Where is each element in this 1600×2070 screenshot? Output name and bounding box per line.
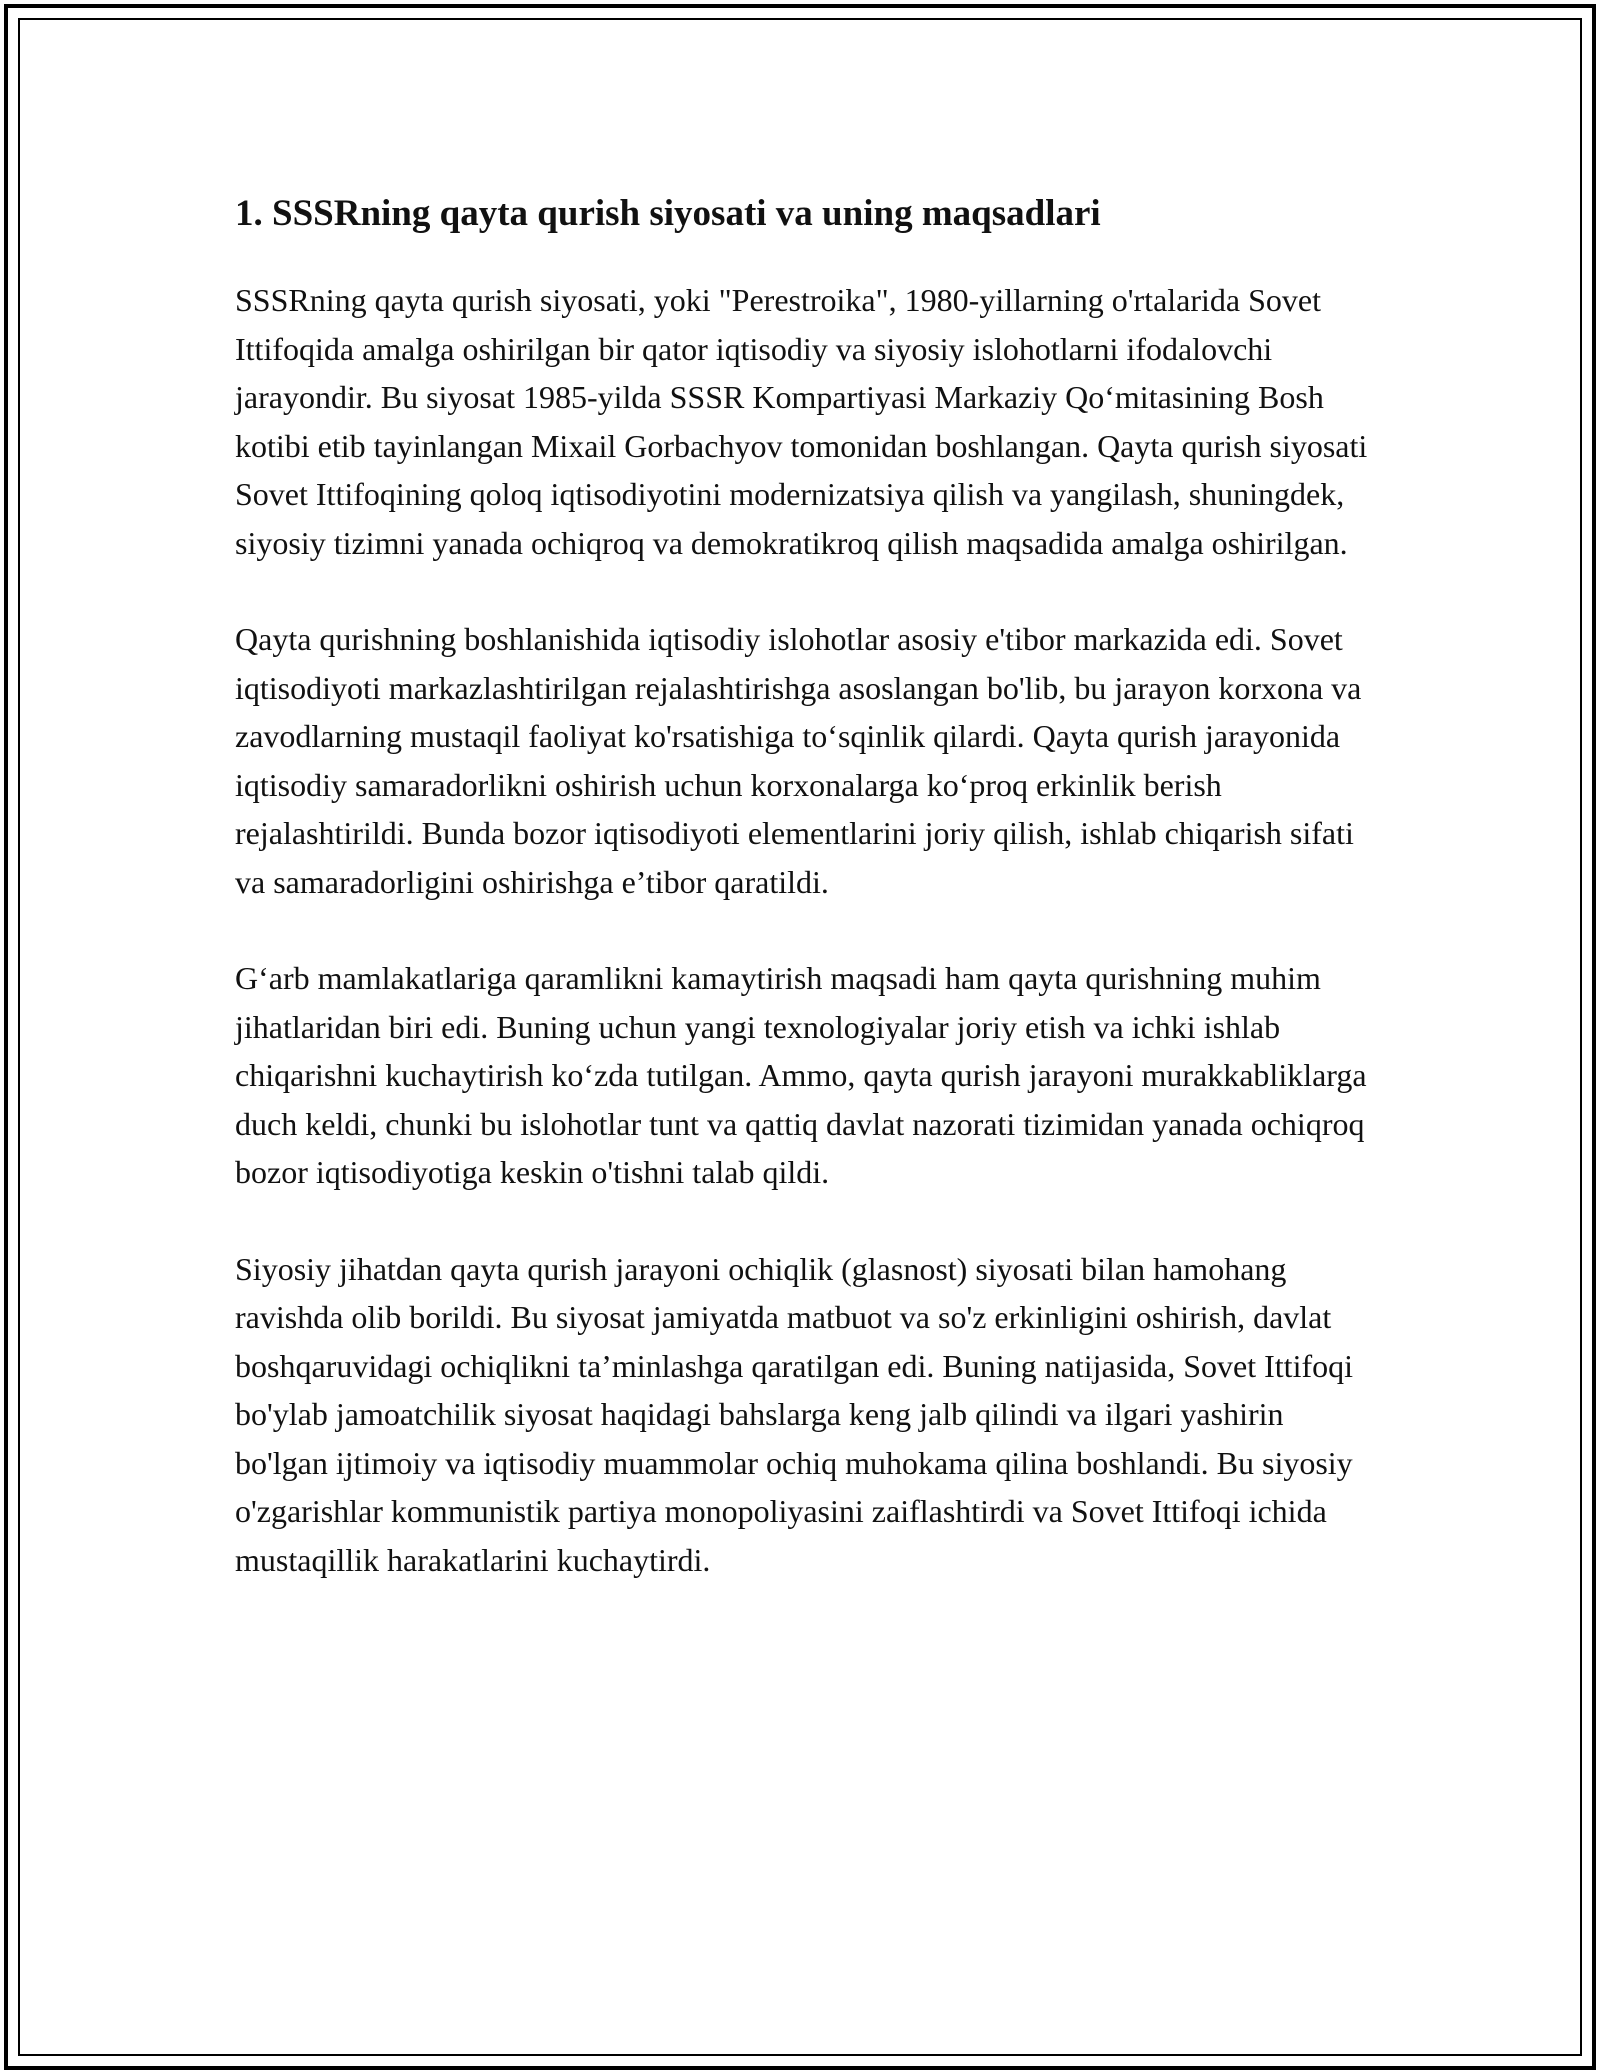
page-title: 1. SSSRning qayta qurish siyosati va uning maqsadlari <box>235 193 1101 234</box>
paragraph-1: SSSRning qayta qurish siyosati, yoki "Perestroika", 1980-yillarning o'rtalarida Sovet Ittifoqida amalga oshirilgan bir qator iqtisodiy va siyosiy islohotlarni ifodalovchi jarayondir. Bu siyosat 1985-yilda SSSR Kompartiyasi Markaziy Qo‘mitasining Bosh kotibi etib tayinlangan Mixail Gorbachyov tomonidan boshlangan. Qayta qurish siyosati Sovet Ittifoqining qoloq iqtisodiyotini modernizatsiya qilish va yangilash, shuningdek, siyosiy tizimni yanada ochiqroq va demokratikroq qilish maqsadida amalga oshirilgan. <box>235 282 1368 561</box>
paragraph-3: G‘arb mamlakatlariga qaramlikni kamaytirish maqsadi ham qayta qurishning muhim jihatlaridan biri edi. Buning uchun yangi texnologiyalar joriy etish va ichki ishlab chiqarishni kuchaytirish ko‘zda tutilgan. Ammo, qayta qurish jarayoni murakkabliklarga duch keldi, chunki bu islohotlar tunt va qattiq davlat nazorati tizimidan yanada ochiqroq bozor iqtisodiyotiga keskin o'tishni talab qildi. <box>235 960 1367 1190</box>
paragraph-2: Qayta qurishning boshlanishida iqtisodiy islohotlar asosiy e'tibor markazida edi. Sovet iqtisodiyoti markazlashtirilgan rejalashtirishga asoslangan bo'lib, bu jarayon korxona va zavodlarning mustaqil faoliyat ko'rsatishiga to‘sqinlik qilardi. Qayta qurish jarayonida iqtisodiy samaradorlikni oshirish uchun korxonalarga ko‘proq erkinlik berish rejalashtirildi. Bunda bozor iqtisodiyoti elementlarini joriy qilish, ishlab chiqarish sifati va samaradorligini oshirishga e’tibor qaratildi. <box>235 621 1362 900</box>
paragraph-4: Siyosiy jihatdan qayta qurish jarayoni ochiqlik (glasnost) siyosati bilan hamohang ravishda olib borildi. Bu siyosat jamiyatda matbuot va so'z erkinligini oshirish, davlat boshqaruvidagi ochiqlikni ta’minlashga qaratilgan edi. Buning natijasida, Sovet Ittifoqi bo'ylab jamoatchilik siyosat haqidagi bahslarga keng jalb qilindi va ilgari yashirin bo'lgan ijtimoiy va iqtisodiy muammolar ochiq muhokama qilina boshlandi. Bu siyosiy o'zgarishlar kommunistik partiya monopoliyasini zaiflashtirdi va Sovet Ittifoqi ichida mustaqillik harakatlarini kuchaytirdi. <box>235 1250 1353 1578</box>
document-body <box>235 188 1380 1632</box>
